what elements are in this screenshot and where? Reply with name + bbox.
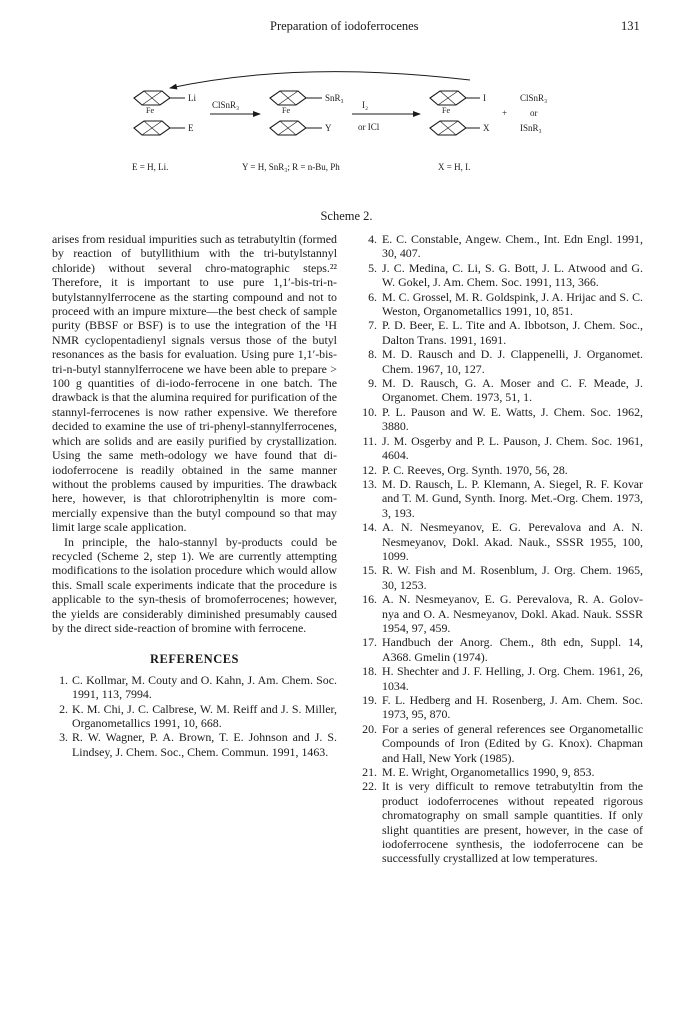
reference-item: 22. It is very difficult to remove tetrabutyltin from the product iodoferrocenes without repeated rigorous chromatography on small sample quantities. If only slight quantities are present, however, in the case of iodoferrocene synthesis, the iodoferrocene can be successfully crystallized at low temperatures. [362,779,643,866]
running-title: Preparation of iodoferrocenes [270,19,419,33]
substituent-li: Li [188,93,196,103]
reagent-icl: or ICl [358,122,380,132]
byproduct-isnr3: ISnR₃ [520,123,542,133]
reference-item: 7. P. D. Beer, E. L. Tite and A. Ibbotson, J. Chem. Soc., Dalton Trans. 1991, 1691. [368,318,643,347]
reference-item: 16. A. N. Nesmeyanov, E. G. Perevalova, R. A. Golov-nya and O. A. Nesmeyanov, Dokl. Akad. Nauk. SSSR 1954, 97, 459. [362,592,643,635]
recycle-arrow [170,72,470,88]
reference-item: 3. R. W. Wagner, P. A. Brown, T. E. Johnson and J. S. Lindsey, J. Chem. Soc., Chem. Commun. 1991, 1463. [59,730,337,759]
reference-item: 5. J. C. Medina, C. Li, S. G. Bott, J. L. Atwood and G. W. Gokel, J. Am. Chem. Soc. 1991, 113, 366. [368,260,643,290]
substituent-e: E [188,123,194,133]
right-column [358,232,643,866]
reagent-clsnr3: ClSnR₃ [212,100,240,110]
reference-item: 19. F. L. Hedberg and H. Rosenberg, J. Am. Chem. Soc. 1973, 95, 870. [362,693,643,722]
body-paragraph-1: arises from residual impurities such as tetrabutyltin (formed by reaction of butyllithium with the tri-butylstannyl chloride) without several chro-matographic steps.²² Therefore, it is important to use pure 1,1′-bis-tri-n-butylstannylferrocene as the starting compound and not to proceed with an impure mixture—the best check of sample purity (BBSF or BSF) is to use the integration of the ¹H NMR cyclopentadienyl signals versus those of the butyl resonances as the basis for evaluation. Using pure 1,1′-bis-tri-n-butyl stannylferrocene we have been able to prepare > 100 g quantities of di-iodo-ferrocene in one batch. The drawback is that the alumina required for purification of the stannyl-ferrocenes is now rather expensive. We therefore decided to examine the use of tri-phenyl-stannylferrocenes, which are solids and are easily purified by crystallization. Using the same meth-odology we have found that di-iodoferrocene is readily obtained in the same manner without the problems caused by impurities. The drawback here, however, is that chlorotriphenyltin is more com-mercially expensive than the butyl compound so that may limit large scale application. [52,232,337,535]
reference-item: 6. M. C. Grossel, M. R. Goldspink, J. A. Hrijac and S. C. Weston, Organometallics 1991, 10, 851. [368,289,643,319]
reference-list-left [52,673,337,759]
scheme-2-diagram [130,58,570,178]
fe-label-3: Fe [442,106,450,115]
ferrocene-lithio [134,91,196,135]
reference-item: 15. R. W. Fish and M. Rosenblum, J. Org. Chem. 1965, 30, 1253. [362,563,643,592]
substituent-i: I [483,93,486,103]
reference-item: 8. M. D. Rausch and D. J. Clappenelli, J. Organomet. Chem. 1967, 10, 127. [368,347,643,376]
page-number: 131 [621,19,640,33]
reference-item: 14. A. N. Nesmeyanov, E. G. Perevalova and A. N. Nesmeyanov, Dokl. Akad. Nauk., SSSR 1955, 100, 1099. [362,520,643,563]
label-e: E = H, Li. [132,162,169,172]
label-x: X = H, I. [438,162,471,172]
fe-label-1: Fe [146,106,154,115]
ferrocene-stannyl [270,91,344,135]
reference-item: 2. K. M. Chi, J. C. Calbrese, W. M. Reiff and J. S. Miller, Organometallics 1991, 10, 668. [59,701,337,730]
substituent-snr3: SnR₃ [325,93,344,103]
reference-item: 11. J. M. Osgerby and P. L. Pauson, J. Chem. Soc. 1961, 4604. [362,433,643,463]
reference-list-right [358,232,643,866]
plus-sign: + [502,108,508,118]
reference-item: 13. M. D. Rausch, L. P. Klemann, A. Siegel, R. F. Kovar and T. M. Gund, Synth. Inorg. Met.-Org. Chem. 1973, 3, 193. [362,476,643,520]
body-paragraph-2: In principle, the halo-stannyl by-products could be recycled (Scheme 2, step 1). We are currently attempting modifications to the isolation procedure which would allow this. Small scale experiments indicate that the procedure is applicable to the syn-thesis of bromoferrocenes; however, the yields are considerably diminished presumably caused by the direct side-reaction of bromine with ferrocene. [52,534,337,635]
reference-item: 9. M. D. Rausch, G. A. Moser and C. F. Meade, J. Organomet. Chem. 1973, 51, 1. [368,376,643,405]
byproduct-clsnr3: ClSnR₃ [520,93,548,103]
reference-item: 10. P. L. Pauson and W. E. Watts, J. Chem. Soc. 1962, 3880. [362,404,643,434]
reference-item: 12. P. C. Reeves, Org. Synth. 1970, 56, 28. [362,462,568,477]
label-y: Y = H, SnR₃; R = n-Bu, Ph [242,162,340,172]
reference-item: 20. For a series of general references see Organometallic Compounds of Iron (Edited by G. Knox). Chapman and Hall, New York (1985). [362,721,643,765]
scheme-caption: Scheme 2. [320,209,373,223]
reference-item: 4. E. C. Constable, Angew. Chem., Int. Edn Engl. 1991, 30, 407. [368,232,643,261]
reference-item: 1. C. Kollmar, M. Couty and O. Kahn, J. Am. Chem. Soc. 1991, 113, 7994. [59,672,337,702]
byproduct-or: or [530,108,538,118]
left-column [52,232,337,759]
substituent-x: X [483,123,490,133]
ferrocene-iodo [430,91,490,135]
substituent-y: Y [325,123,332,133]
fe-label-2: Fe [282,106,290,115]
references-heading: REFERENCES [149,652,240,667]
reference-item: 18. H. Shechter and J. F. Helling, J. Org. Chem. 1961, 26, 1034. [362,664,643,693]
reference-item: 17. Handbuch der Anorg. Chem., 8th edn, Suppl. 14, A368. Gmelin (1974). [362,635,643,664]
reference-item: 21. M. E. Wright, Organometallics 1990, 9, 853. [362,765,595,780]
reagent-i2: I₂ [362,100,369,110]
